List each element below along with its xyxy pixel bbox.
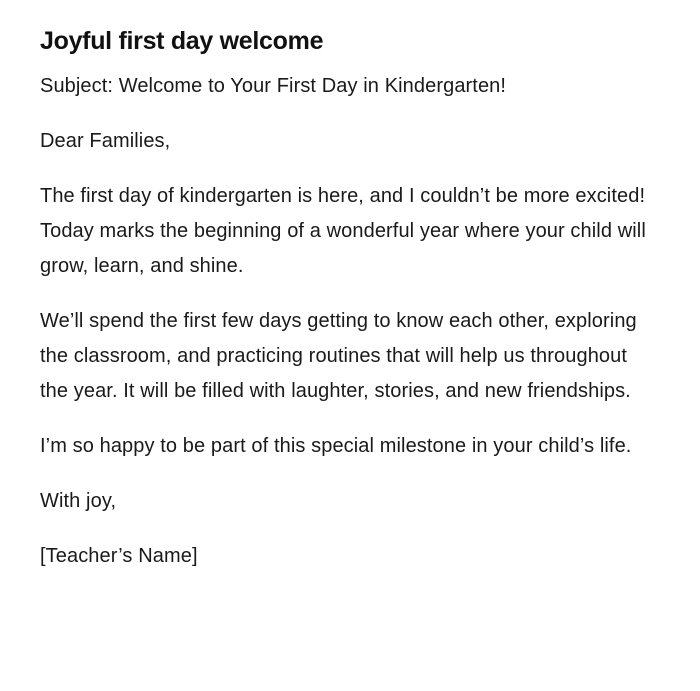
letter-document (40, 24, 650, 574)
body-paragraph-1: The first day of kindergarten is here, and I couldn’t be more excited! Today marks the beginning of a wonderful year where your child will grow, learn, and shine. (40, 185, 646, 277)
greeting: Dear Families, (40, 130, 171, 152)
body-paragraph-2: We’ll spend the first few days getting to know each other, exploring the classroom, and practicing routines that will help us throughout the year. It will be filled with laughter, stories, and new friendships. (40, 310, 637, 402)
document-title: Joyful first day welcome (40, 27, 324, 55)
subject-line: Subject: Welcome to Your First Day in Kindergarten! (40, 75, 507, 97)
body-paragraph-3: I’m so happy to be part of this special milestone in your child’s life. (40, 435, 632, 457)
closing: With joy, (40, 490, 117, 512)
signature: [Teacher’s Name] (40, 545, 198, 567)
